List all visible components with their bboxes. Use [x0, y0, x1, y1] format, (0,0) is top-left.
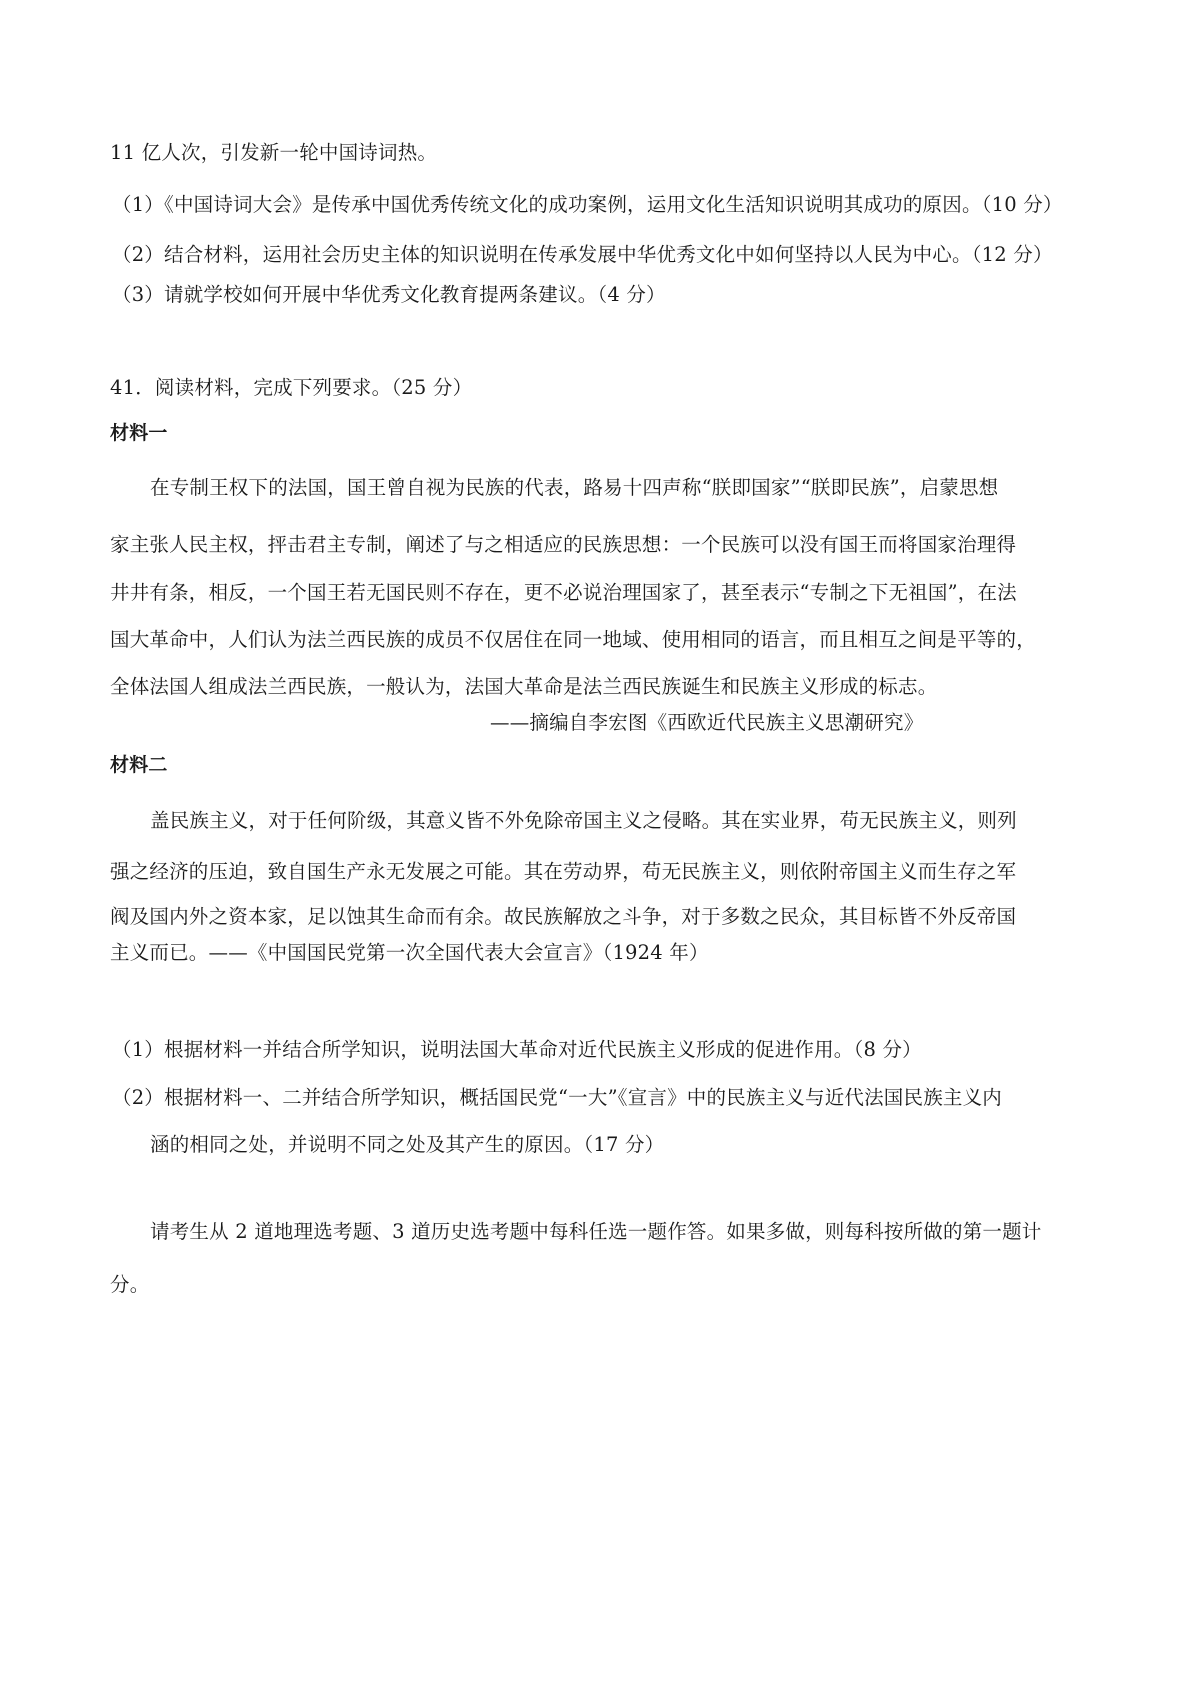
material-2-line: 强之经济的压迫，致自国生产永无发展之可能。其在劳动界，苟无民族主义，则依附帝国主义而生存之军: [110, 860, 1017, 883]
material-1-line: 井井有条，相反，一个国王若无国民则不存在，更不必说治理国家了，甚至表示“专制之下无祖国”，在法: [110, 581, 1017, 604]
q41-subquestion-2-continuation: 涵的相同之处，并说明不同之处及其产生的原因。（17 分）: [150, 1133, 665, 1156]
material-2-heading: 材料二: [110, 754, 168, 776]
material-2-line: 盖民族主义，对于任何阶级，其意义皆不外免除帝国主义之侵略。其在实业界，苟无民族主义，则列: [150, 809, 1017, 832]
material-1-line: 在专制王权下的法国，国王曾自视为民族的代表，路易十四声称“朕即国家”“朕即民族”，启蒙思想: [150, 476, 999, 499]
question-41-title: 41．阅读材料，完成下列要求。（25 分）: [110, 376, 473, 399]
material-1-source: ——摘编自李宏图《西欧近代民族主义思潮研究》: [490, 711, 924, 734]
q41-subquestion-1: （1）根据材料一并结合所学知识，说明法国大革命对近代民族主义形成的促进作用。（8 分）: [112, 1038, 922, 1061]
material-2-line: 阀及国内外之资本家，足以蚀其生命而有余。故民族解放之斗争，对于多数之民众，其目标皆不外反帝国: [110, 905, 1017, 928]
prev-question-tail: 11 亿人次，引发新一轮中国诗词热。: [110, 141, 438, 164]
material-1-line: 全体法国人组成法兰西民族，一般认为，法国大革命是法兰西民族诞生和民族主义形成的标志。: [110, 675, 938, 698]
instruction-note: 请考生从 2 道地理选考题、3 道历史选考题中每科任选一题作答。如果多做，则每科按所做的第一题计: [150, 1220, 1042, 1243]
prev-subquestion-3: （3）请就学校如何开展中华优秀文化教育提两条建议。（4 分）: [112, 283, 666, 306]
material-2-line: 主义而已。——《中国国民党第一次全国代表大会宣言》（1924 年）: [110, 941, 709, 964]
material-1-line: 国大革命中，人们认为法兰西民族的成员不仅居住在同一地域、使用相同的语言，而且相互之间是平等的，: [110, 628, 1036, 651]
material-1-line: 家主张人民主权，抨击君主专制，阐述了与之相适应的民族思想：一个民族可以没有国王而将国家治理得: [110, 533, 1017, 556]
prev-subquestion-2: （2）结合材料，运用社会历史主体的知识说明在传承发展中华优秀文化中如何坚持以人民为中心。（12 分）: [112, 243, 1053, 266]
q41-subquestion-2: （2）根据材料一、二并结合所学知识，概括国民党“一大”《宣言》中的民族主义与近代法国民族主义内: [112, 1086, 1002, 1109]
material-1-heading: 材料一: [110, 422, 168, 444]
instruction-note-end: 分。: [110, 1273, 150, 1296]
prev-subquestion-1: （1）《中国诗词大会》是传承中国优秀传统文化的成功案例，运用文化生活知识说明其成功的原因。（10 分）: [112, 193, 1063, 216]
